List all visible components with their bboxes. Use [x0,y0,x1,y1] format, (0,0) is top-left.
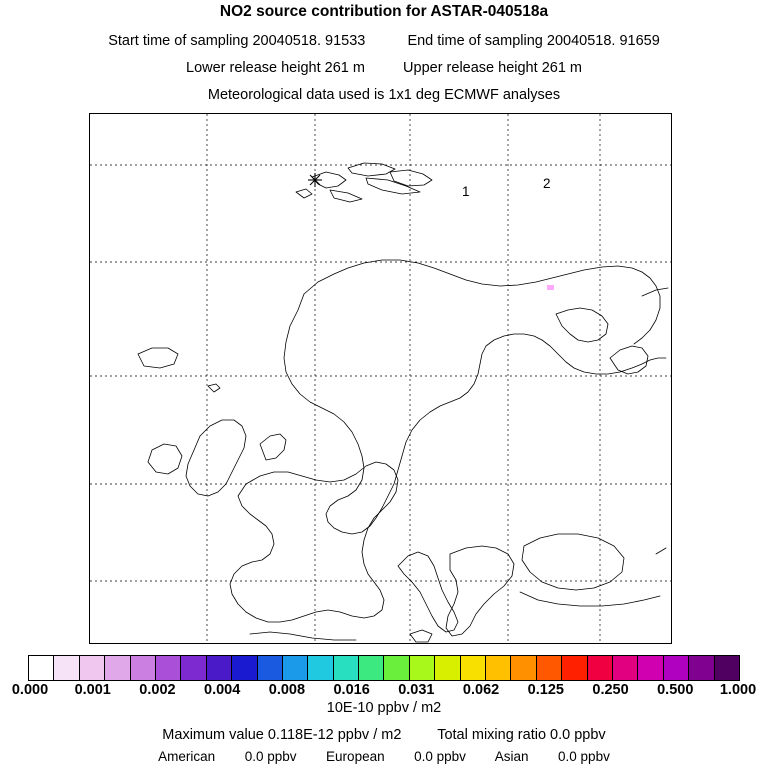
release-site-star-icon [308,173,322,187]
colorbar-swatch [232,656,257,680]
footer-summary-line [0,727,768,743]
colorbar-tick-label: 0.500 [657,682,694,698]
colorbar-swatch [613,656,638,680]
colorbar-swatch [359,656,384,680]
european-label: European [326,749,385,764]
upper-release-label: Upper release height [403,60,538,76]
start-time-label: Start time of sampling [108,33,249,49]
colorbar-swatch [334,656,359,680]
colorbar-unit-label: 10E-10 ppbv / m2 [326,700,442,716]
colorbar-tick-label: 0.008 [268,682,306,698]
colorbar-swatch [29,656,54,680]
colorbar-swatch [486,656,511,680]
colorbar-swatch [156,656,181,680]
map-annotation-1: 1 [462,184,470,199]
colorbar-swatch [461,656,486,680]
colorbar-tick-label: 0.250 [592,682,629,698]
colorbar-swatch [511,656,536,680]
colorbar [28,655,740,681]
colorbar-swatch [588,656,613,680]
colorbar-tick-label: 0.016 [333,682,370,698]
asian-value: 0.0 ppbv [558,749,610,764]
plume-cell [547,285,554,290]
map-annotation-2: 2 [543,176,551,191]
map-graticule [90,114,671,643]
colorbar-tick-labels [0,682,768,700]
american-label: American [158,749,216,764]
mixing-ratio-label: Total mixing ratio [437,727,547,743]
colorbar-swatch [131,656,156,680]
end-time-label: End time of sampling [407,33,543,49]
colorbar-swatches [28,655,740,681]
upper-release-value: 261 m [541,60,582,76]
map-svg [90,114,671,643]
max-value-value: 0.118E-12 ppbv / m2 [267,727,402,743]
colorbar-tick-label: 0.031 [398,682,435,698]
map-panel [89,113,672,644]
colorbar-swatch [283,656,308,680]
colorbar-swatch [715,656,739,680]
colorbar-swatch [689,656,714,680]
mixing-ratio-value: 0.0 ppbv [550,727,606,743]
sampling-time-line [0,33,768,49]
colorbar-swatch [80,656,105,680]
colorbar-tick-label: 0.001 [74,682,111,698]
colorbar-swatch [638,656,663,680]
colorbar-swatch [54,656,79,680]
release-height-line [0,60,768,76]
lower-release-label: Lower release height [186,60,321,76]
colorbar-swatch [664,656,689,680]
colorbar-swatch [308,656,333,680]
colorbar-tick-label: 0.062 [462,682,500,698]
european-value: 0.0 ppbv [414,749,466,764]
page-title: NO2 source contribution for ASTAR-040518a [219,3,549,20]
lower-release-value: 261 m [324,60,365,76]
end-time-value: 20040518. 91659 [546,33,660,49]
colorbar-swatch [384,656,409,680]
colorbar-swatch [181,656,206,680]
colorbar-swatch [562,656,587,680]
colorbar-tick-label: 0.004 [204,682,241,698]
colorbar-tick-label: 0.000 [11,682,49,698]
colorbar-tick-label: 0.002 [139,682,176,698]
colorbar-tick-label: 1.000 [719,682,757,698]
colorbar-swatch [105,656,130,680]
start-time-value: 20040518. 91533 [252,33,366,49]
colorbar-swatch [410,656,435,680]
max-value-label: Maximum value [162,727,264,743]
footer-contributions-line [0,749,768,764]
colorbar-swatch [207,656,232,680]
map-coastlines [138,163,668,642]
colorbar-tick-label: 0.125 [527,682,564,698]
american-value: 0.0 ppbv [244,749,297,764]
asian-label: Asian [494,749,529,764]
met-data-line: Meteorological data used is 1x1 deg ECMWF analyses [207,87,561,103]
colorbar-swatch [537,656,562,680]
colorbar-swatch [435,656,460,680]
colorbar-swatch [258,656,283,680]
